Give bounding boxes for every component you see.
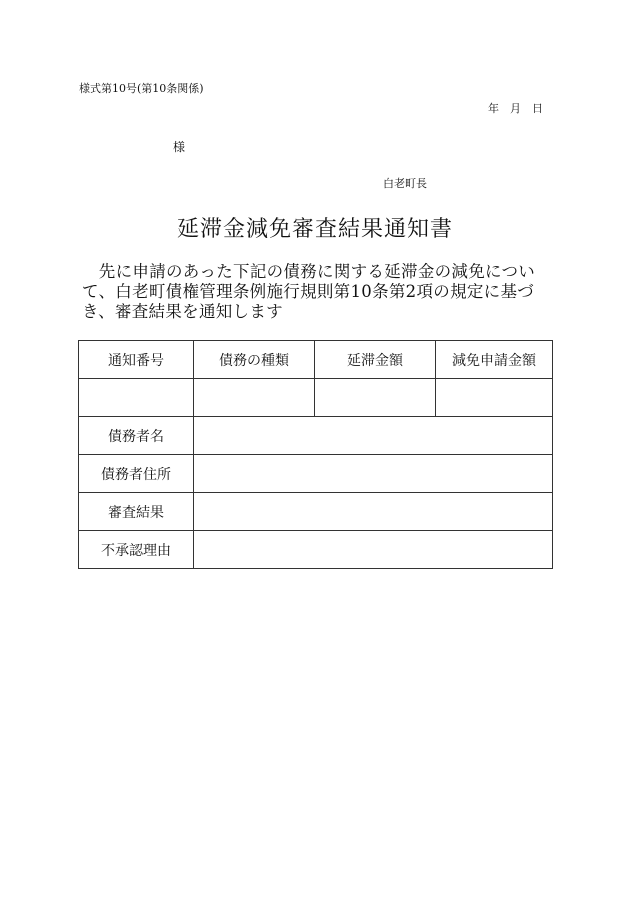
body-text: 先に申請のあった下記の債務に関する延滞金の減免について、白老町債権管理条例施行規則第10条第2項の規定に基づき、審査結果を通知します [82, 262, 536, 321]
table-header-row [79, 341, 553, 379]
row-label-review-result: 審査結果 [79, 493, 194, 531]
debt-type-cell [194, 379, 315, 417]
review-result-cell [194, 493, 553, 531]
date-line: 年 月 日 [488, 102, 543, 115]
rejection-reason-cell [194, 531, 553, 569]
row-label-debtor-name: 債務者名 [79, 417, 194, 455]
row-label-debtor-address: 債務者住所 [79, 455, 194, 493]
late-fee-amount-cell [315, 379, 436, 417]
row-label-rejection-reason: 不承認理由 [79, 531, 194, 569]
document-title: 延滞金減免審査結果通知書 [176, 217, 453, 242]
form-number: 様式第10号(第10条関係) [79, 82, 204, 95]
header-reduction-amount: 減免申請金額 [436, 341, 553, 379]
sender-name: 白老町長 [383, 177, 427, 190]
header-late-fee-amount: 延滞金額 [315, 341, 436, 379]
table-row [79, 493, 553, 531]
addressee-suffix: 様 [173, 140, 186, 154]
reduction-amount-cell [436, 379, 553, 417]
result-table [78, 340, 553, 569]
debtor-address-cell [194, 455, 553, 493]
header-notice-number: 通知番号 [79, 341, 194, 379]
notice-number-cell [79, 379, 194, 417]
table-row [79, 455, 553, 493]
header-debt-type: 債務の種類 [194, 341, 315, 379]
table-row [79, 417, 553, 455]
table-row [79, 531, 553, 569]
table-value-row [79, 379, 553, 417]
debtor-name-cell [194, 417, 553, 455]
